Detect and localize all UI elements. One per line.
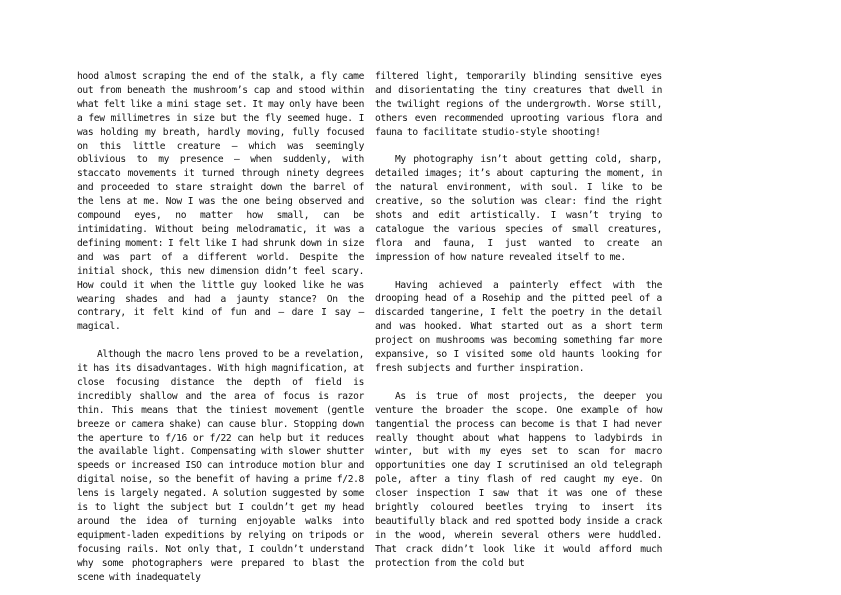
paragraph: As is true of most projects, the deeper you venture the broader the scope. One example of how tangential the process can become is that I had never really thought about what happens to ladybirds in winter, but with my eyes set to scan for macro opportunities one day I scrutinised an old telegraph pole, after a tiny flash of red caught my eye. On closer inspection I saw that it was one of these brightly coloured beetles trying to insert its beautifully black and red spotted body inside a crack in the wood, wherein several others were huddled. That crack didn’t look like it would afford much protection from the cold but [375,390,662,569]
paragraph: hood almost scraping the end of the stalk, a fly came out from beneath the mushroom’s cap and stood within what felt like a mini stage set. It may only have been a few millimetres in size but the fly seemed huge. I was holding my breath, hardly moving, fully focused on this little creature – which was seemingly oblivious to my presence – when suddenly, with staccato movements it turned through ninety degrees and proceeded to stare straight down the barrel of the lens at me. Now I was the one being observed and compound eyes, no matter how small, can be intimidating. Without being melodramatic, it was a defining moment: I felt like I had shrunk down in size and was part of a different world. Despite the initial shock, this new dimension didn’t feel scary. How could it when the little guy looked like he was wearing shades and had a jaunty stance? On the contrary, it felt kind of fun and – dare I say – magical. [77,71,365,333]
right-text-column [375,70,662,571]
left-text-column [77,70,364,585]
paragraph: Having achieved a painterly effect with the drooping head of a Rosehip and the pitted peel of a discarded tangerine, I felt the poetry in the detail and was hooked. What started out as a short term project on mushrooms was becoming something far more expansive, so I visited some old haunts looking for fresh subjects and further inspiration. [375,279,662,374]
paragraph: My photography isn’t about getting cold, sharp, detailed images; it’s about capturing the moment, in the natural environment, with soul. I like to be creative, so the solution was clear: find the right shots and edit artistically. I wasn’t trying to catalogue the various species of small creatures, flora and fauna, I just wanted to create an impression of how nature revealed itself to me. [375,154,662,263]
paragraph: Although the macro lens proved to be a revelation, it has its disadvantages. With high magnification, at close focusing distance the depth of field is incredibly shallow and the area of focus is razor thin. This means that the tiniest movement (gentle breeze or camera shake) can cause blur. Stopping down the aperture to f/16 or f/22 can help but it reduces the available light. Compensating with slower shutter speeds or increased ISO can introduce motion blur and digital noise, so the benefit of having a prime f/2.8 lens is largely negated. A solution suggested by some is to light the subject but I couldn’t get my head around the idea of turning enjoyable walks into equipment-laden expeditions by relying on tripods or focusing rails. Not only that, I couldn’t understand why some photographers were prepared to blast the scene with inadequately [77,349,364,583]
paragraph: filtered light, temporarily blinding sensitive eyes and disorientating the tiny creatures that dwell in the twilight regions of the undergrowth. Worse still, others even recommended uprooting various flora and fauna to facilitate studio-style shooting! [375,71,662,138]
